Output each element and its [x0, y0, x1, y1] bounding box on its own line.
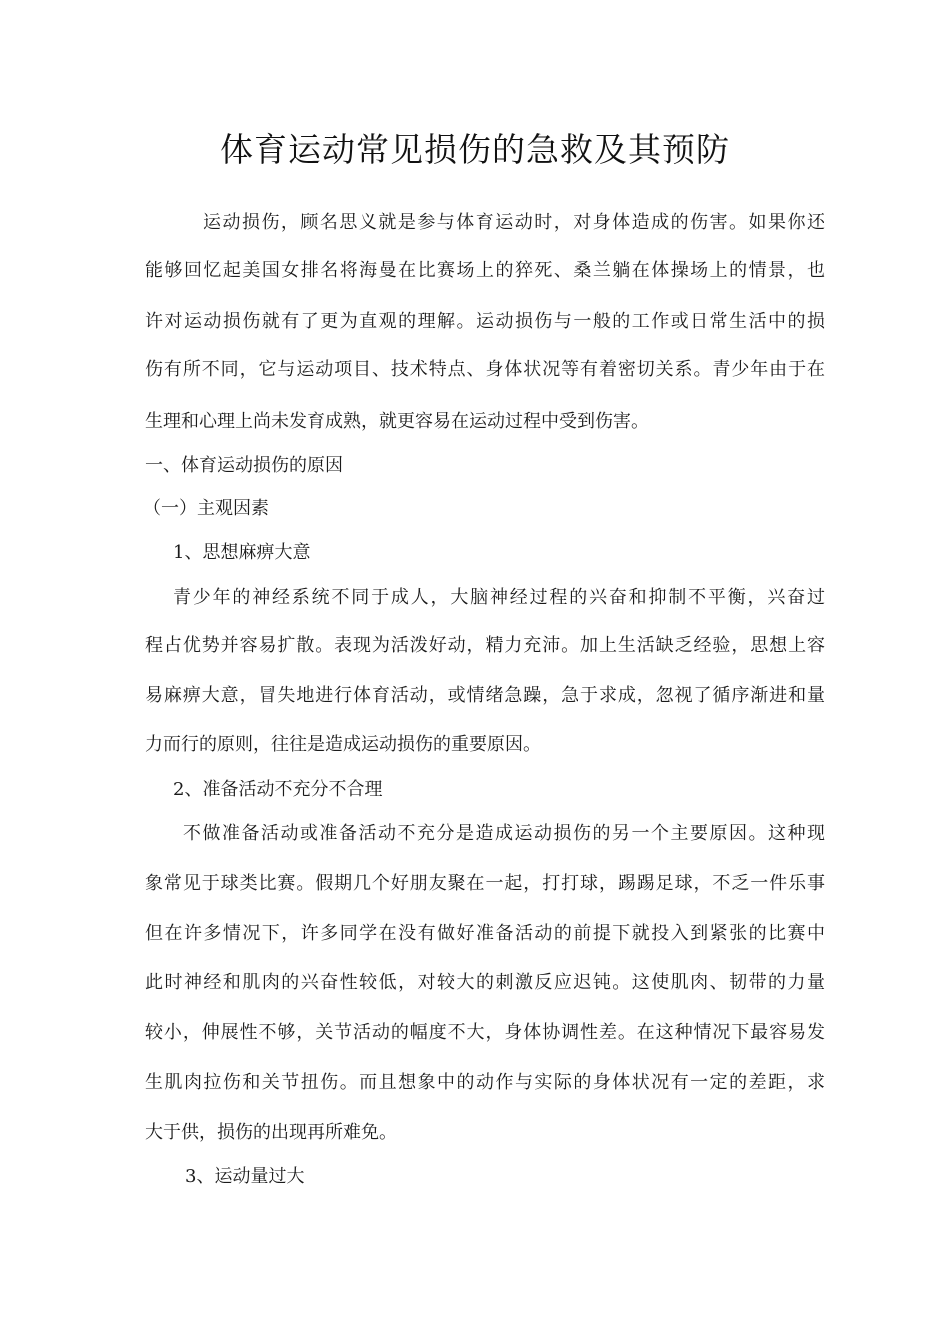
- item1-line: 力而行的原则，往往是造成运动损伤的重要原因。: [145, 734, 541, 755]
- intro-line: 伤有所不同，它与运动项目、技术特点、身体状况等有着密切关系。青少年由于在: [145, 359, 825, 380]
- item1-line: 青少年的神经系统不同于成人，大脑神经过程的兴奋和抑制不平衡，兴奋过: [173, 587, 825, 608]
- item2-line: 此时神经和肌肉的兴奋性较低，对较大的刺激反应迟钝。这使肌肉、韧带的力量: [145, 972, 825, 993]
- item2-line: 生肌肉拉伤和关节扭伤。而且想象中的动作与实际的身体状况有一定的差距，求: [145, 1072, 825, 1093]
- intro-line: 能够回忆起美国女排名将海曼在比赛场上的猝死、桑兰躺在体操场上的情景，也: [145, 260, 825, 281]
- subsection-heading: （一）主观因素: [143, 498, 269, 519]
- item-heading: 3、运动量过大: [185, 1166, 305, 1187]
- item-heading: 2、准备活动不充分不合理: [173, 779, 383, 800]
- item2-line: 大于供，损伤的出现再所难免。: [145, 1122, 397, 1143]
- item2-line: 较小，伸展性不够，关节活动的幅度不大，身体协调性差。在这种情况下最容易发: [145, 1022, 825, 1043]
- item1-line: 易麻痹大意，冒失地进行体育活动，或情绪急躁，急于求成，忽视了循序渐进和量: [145, 685, 825, 706]
- intro-line: 许对运动损伤就有了更为直观的理解。运动损伤与一般的工作或日常生活中的损: [145, 311, 825, 332]
- item2-line: 但在许多情况下，许多同学在没有做好准备活动的前提下就投入到紧张的比赛中: [145, 923, 825, 944]
- item2-line: 象常见于球类比赛。假期几个好朋友聚在一起，打打球，踢踢足球，不乏一件乐事: [145, 873, 825, 894]
- intro-line: 运动损伤，顾名思义就是参与体育运动时，对身体造成的伤害。如果你还: [203, 212, 825, 233]
- section-heading: 一、体育运动损伤的原因: [145, 455, 343, 476]
- item1-line: 程占优势并容易扩散。表现为活泼好动，精力充沛。加上生活缺乏经验，思想上容: [145, 635, 825, 656]
- intro-line: 生理和心理上尚未发育成熟，就更容易在运动过程中受到伤害。: [145, 411, 649, 432]
- page-title: 体育运动常见损伤的急救及其预防: [220, 130, 730, 169]
- item-heading: 1、思想麻痹大意: [173, 542, 311, 563]
- item2-line: 不做准备活动或准备活动不充分是造成运动损伤的另一个主要原因。这种现: [183, 823, 825, 844]
